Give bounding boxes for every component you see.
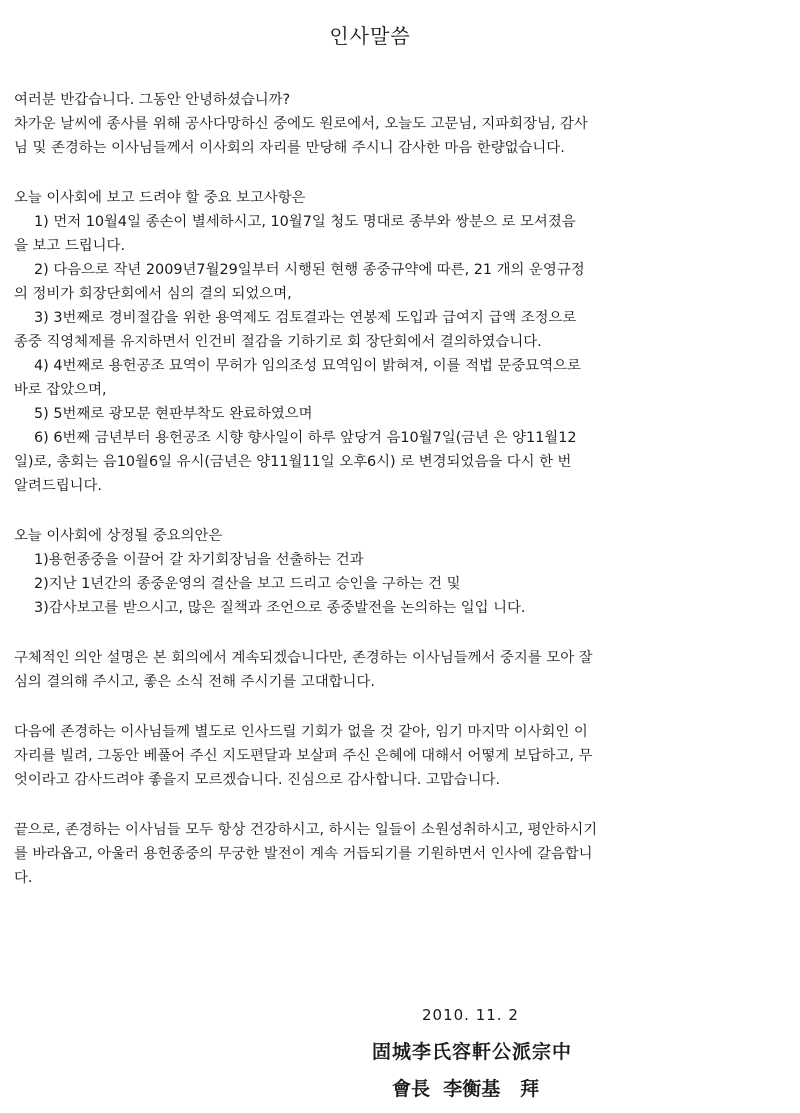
- agenda-section: [14, 524, 780, 620]
- text-line: 님 및 존경하는 이사님들께서 이사회의 자리를 만당해 주시니 감사한 마음 한량없습니다.: [14, 140, 565, 156]
- text-line: 자리를 빌려, 그동안 베풀어 주신 지도편달과 보살펴 주신 은혜에 대해서 어떻게 보답하고, 무: [14, 748, 593, 764]
- report-item-continued: 일)로, 총회는 음10월6일 유시(금년은 양11월11일 오후6시) 로 변경되었음을 다시 한 번: [14, 454, 572, 470]
- report-item-continued: 알려드립니다.: [14, 478, 102, 494]
- signature-line: 會長 李衡基 拜: [392, 1078, 540, 1100]
- text-line: 다.: [14, 870, 33, 886]
- agenda-item: 2)지난 1년간의 종중운영의 결산을 보고 드리고 승인을 구하는 건 및: [34, 576, 461, 592]
- letter-date: 2010. 11. 2: [422, 1006, 519, 1024]
- text-line: 심의 결의해 주시고, 좋은 소식 전해 주시기를 고대합니다.: [14, 674, 375, 690]
- report-item-continued: 의 정비가 회장단회에서 심의 결의 되었으며,: [14, 286, 292, 302]
- organization-name: 固城李氏容軒公派宗中: [372, 1041, 573, 1063]
- text-line: 다음에 존경하는 이사님들께 별도로 인사드릴 기회가 없을 것 같아, 임기 마지막 이사회인 이: [14, 724, 588, 740]
- report-item: 1) 먼저 10월4일 종손이 별세하시고, 10월7일 청도 명대로 종부와 쌍분으 로 모셔졌음: [34, 214, 576, 230]
- text-line: 끝으로, 존경하는 이사님들 모두 항상 건강하시고, 하시는 일들이 소원성취하시고, 평안하시기: [14, 822, 598, 838]
- text-line: 차가운 날씨에 종사를 위해 공사다망하신 중에도 원로에서, 오늘도 고문님, 지파회장님, 감사: [14, 116, 588, 132]
- report-item: 2) 다음으로 작년 2009년7월29일부터 시행된 현행 종중규약에 따른, 21 개의 운영규정: [34, 262, 585, 278]
- report-item: 3) 3번째로 경비절감을 위한 용역제도 검토결과는 연봉제 도입과 급여지 급액 조정으로: [34, 310, 577, 326]
- report-item-continued: 바로 잡았으며,: [14, 382, 107, 398]
- letter-body: [14, 88, 780, 890]
- report-item-continued: 을 보고 드립니다.: [14, 238, 126, 254]
- page-title: 인사말씀: [329, 24, 411, 48]
- text-line: 를 바라옵고, 아울러 용헌종중의 무궁한 발전이 계속 거듭되기를 기원하면서 인사에 갈음합니: [14, 846, 593, 862]
- text-line: 구체적인 의안 설명은 본 회의에서 계속되겠습니다만, 존경하는 이사님들께서 중지를 모아 잘: [14, 650, 593, 666]
- report-section: [14, 186, 780, 498]
- closing-paragraph-3: [14, 818, 780, 890]
- closing-paragraph-2: [14, 720, 780, 792]
- agenda-item: 1)용헌종중을 이끌어 갈 차기회장님을 선출하는 건과: [34, 552, 364, 568]
- text-line: 여러분 반갑습니다. 그동안 안녕하셨습니까?: [14, 92, 291, 108]
- closing-paragraph-1: [14, 646, 780, 694]
- report-item: 4) 4번째로 용헌공조 묘역이 무허가 임의조성 묘역임이 밝혀져, 이를 적법 문중묘역으로: [34, 358, 581, 374]
- greeting-paragraph: [14, 88, 780, 160]
- section-heading: 오늘 이사회에 보고 드려야 할 중요 보고사항은: [14, 190, 306, 206]
- agenda-item: 3)감사보고를 받으시고, 많은 질책과 조언으로 종중발전을 논의하는 일입 니다.: [34, 600, 526, 616]
- report-item: 5) 5번째로 광모문 현판부착도 완료하였으며: [34, 406, 313, 422]
- section-heading: 오늘 이사회에 상정될 중요의안은: [14, 528, 223, 544]
- report-item-continued: 종중 직영체제를 유지하면서 인건비 절감을 기하기로 회 장단회에서 결의하였습니다.: [14, 334, 542, 350]
- report-item: 6) 6번째 금년부터 용헌공조 시향 향사일이 하루 앞당겨 음10월7일(금년 은 양11월12: [34, 430, 577, 446]
- text-line: 엇이라고 감사드려야 좋을지 모르겠습니다. 진심으로 감사합니다. 고맙습니다.: [14, 772, 501, 788]
